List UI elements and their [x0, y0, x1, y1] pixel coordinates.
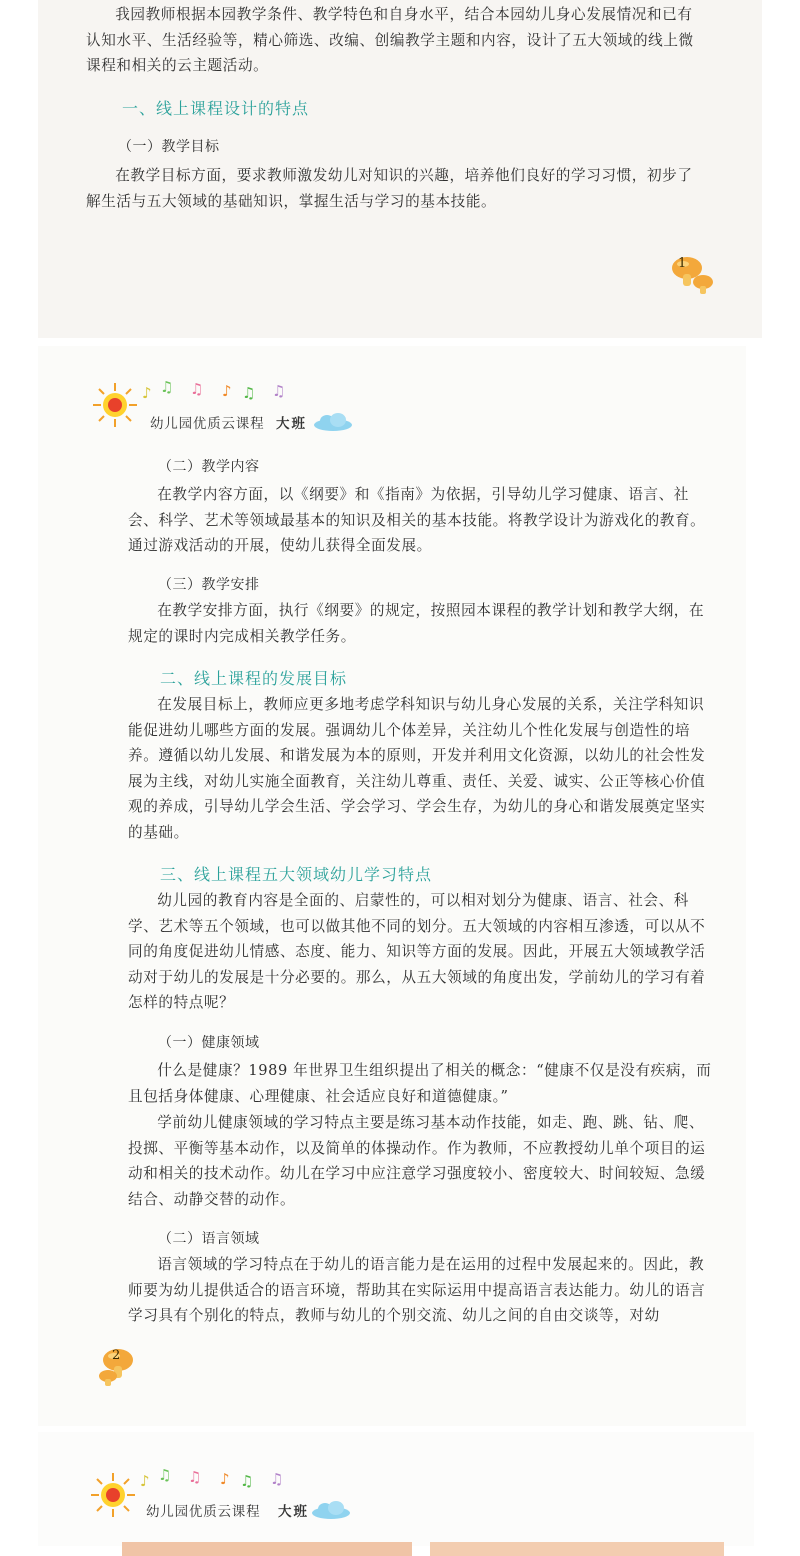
paragraph: 在教学目标方面，要求教师激发幼儿对知识的兴趣，培养他们良好的学习习惯，初步了解生活与五大领域的基础知识，掌握生活与学习的基本技能。 — [86, 167, 693, 210]
book-title: 幼儿园优质云课程 — [150, 416, 265, 432]
page-number-badge — [98, 1346, 144, 1388]
mushroom-icon — [670, 254, 716, 296]
section-heading: 二、线上课程的发展目标 — [160, 669, 348, 688]
paragraph: 什么是健康？1989 年世界卫生组织提出了相关的概念：“健康不仅是没有疾病，而且包括身体健康、心理健康、社会适应良好和道德健康。” — [128, 1062, 712, 1105]
music-note-icon: ♪ — [220, 1470, 230, 1488]
paragraph: 幼儿园的教育内容是全面的、启蒙性的，可以相对划分为健康、语言、社会、科学、艺术等五个领域，也可以做其他不同的划分。五大领域的内容相互渗透，可以从不同的角度促进幼儿情感、态度、能力、知识等方面的发展。因此，开展五大领域教学活动对于幼儿的发展是十分必要的。那么，从五大领域的角度出发，学前幼儿的学习有着怎样的特点呢？ — [128, 892, 706, 1011]
paragraph: 语言领域的学习特点在于幼儿的语言能力是在运用的过程中发展起来的。因此，教师要为幼儿提供适合的语言环境，帮助其在实际运用中提高语言表达能力。幼儿的语言学习具有个别化的特点，教师与幼儿的个别交流、幼儿之间的自由交谈等，对幼 — [128, 1256, 706, 1324]
paragraph: 在教学安排方面，执行《纲要》的规定，按照园本课程的教学计划和教学大纲，在规定的课时内完成相关教学任务。 — [128, 602, 705, 645]
section-heading: 一、线上课程设计的特点 — [122, 99, 310, 118]
book-page-2 — [38, 346, 746, 1426]
grade-label: 大班 — [276, 416, 307, 432]
paragraph: 在发展目标上，教师应更多地考虑学科知识与幼儿身心发展的关系，关注学科知识能促进幼儿哪些方面的发展。强调幼儿个体差异，关注幼儿个性化发展与创造性的培养。遵循以幼儿发展、和谐发展为本的原则，开发并利用文化资源，以幼儿的社会性发展为主线，对幼儿实施全面教育，关注幼儿尊重、责任、关爱、诚实、公正等核心价值观的养成，引导幼儿学会生活、学会学习、学会生存，为幼儿的身心和谐发展奠定坚实的基础。 — [128, 696, 706, 841]
photo-edge — [430, 1542, 724, 1556]
book-title: 幼儿园优质云课程 — [146, 1504, 261, 1520]
grade-label: 大班 — [278, 1504, 309, 1520]
music-note-icon: ♫ — [158, 1466, 172, 1484]
sun-icon — [90, 1472, 136, 1518]
intro-paragraph: 我园教师根据本园教学条件、教学特色和自身水平，结合本园幼儿身心发展情况和已有认知水平、生活经验等，精心筛选、改编、创编教学主题和内容，设计了五大领域的线上微课程和相关的云主题活动。 — [86, 6, 694, 74]
book-page-1 — [38, 0, 762, 338]
cloud-icon — [312, 412, 354, 432]
music-note-icon: ♫ — [270, 1470, 284, 1488]
page-number: 2 — [112, 1348, 121, 1363]
music-note-icon: ♫ — [240, 1472, 254, 1490]
subsection-heading: （二）教学内容 — [158, 459, 260, 475]
subsection-heading: （一）健康领域 — [158, 1035, 260, 1051]
book-page-3 — [38, 1432, 754, 1546]
music-note-icon: ♪ — [140, 1472, 150, 1490]
music-note-icon: ♫ — [190, 380, 204, 398]
page-number-badge — [670, 254, 716, 296]
photo-edge — [122, 1542, 412, 1556]
music-note-icon: ♫ — [272, 382, 286, 400]
paragraph: 学前幼儿健康领域的学习特点主要是练习基本动作技能，如走、跑、跳、钻、爬、投掷、平衡等基本动作，以及简单的体操动作。作为教师，不应教授幼儿单个项目的运动和相关的技术动作。幼儿在学习中应注意学习强度较小、密度较大、时间较短、急缓结合、动静交替的动作。 — [128, 1114, 706, 1208]
section-heading: 三、线上课程五大领域幼儿学习特点 — [160, 865, 433, 884]
page-number: 1 — [678, 256, 687, 271]
subsection-heading: （三）教学安排 — [158, 577, 260, 593]
paragraph: 在教学内容方面，以《纲要》和《指南》为依据，引导幼儿学习健康、语言、社会、科学、艺术等领域最基本的知识及相关的基本技能。将教学设计为游戏化的教育。通过游戏活动的开展，使幼儿获得全面发展。 — [128, 486, 706, 554]
sun-icon — [92, 382, 138, 428]
subsection-heading: （二）语言领域 — [158, 1231, 260, 1247]
music-note-icon: ♪ — [142, 384, 152, 402]
mushroom-icon — [98, 1346, 144, 1388]
music-note-icon: ♪ — [222, 382, 232, 400]
cloud-icon — [310, 1500, 352, 1520]
music-note-icon: ♫ — [188, 1468, 202, 1486]
subsection-heading: （一）教学目标 — [118, 139, 220, 155]
music-note-icon: ♫ — [160, 378, 174, 396]
music-note-icon: ♫ — [242, 384, 256, 402]
